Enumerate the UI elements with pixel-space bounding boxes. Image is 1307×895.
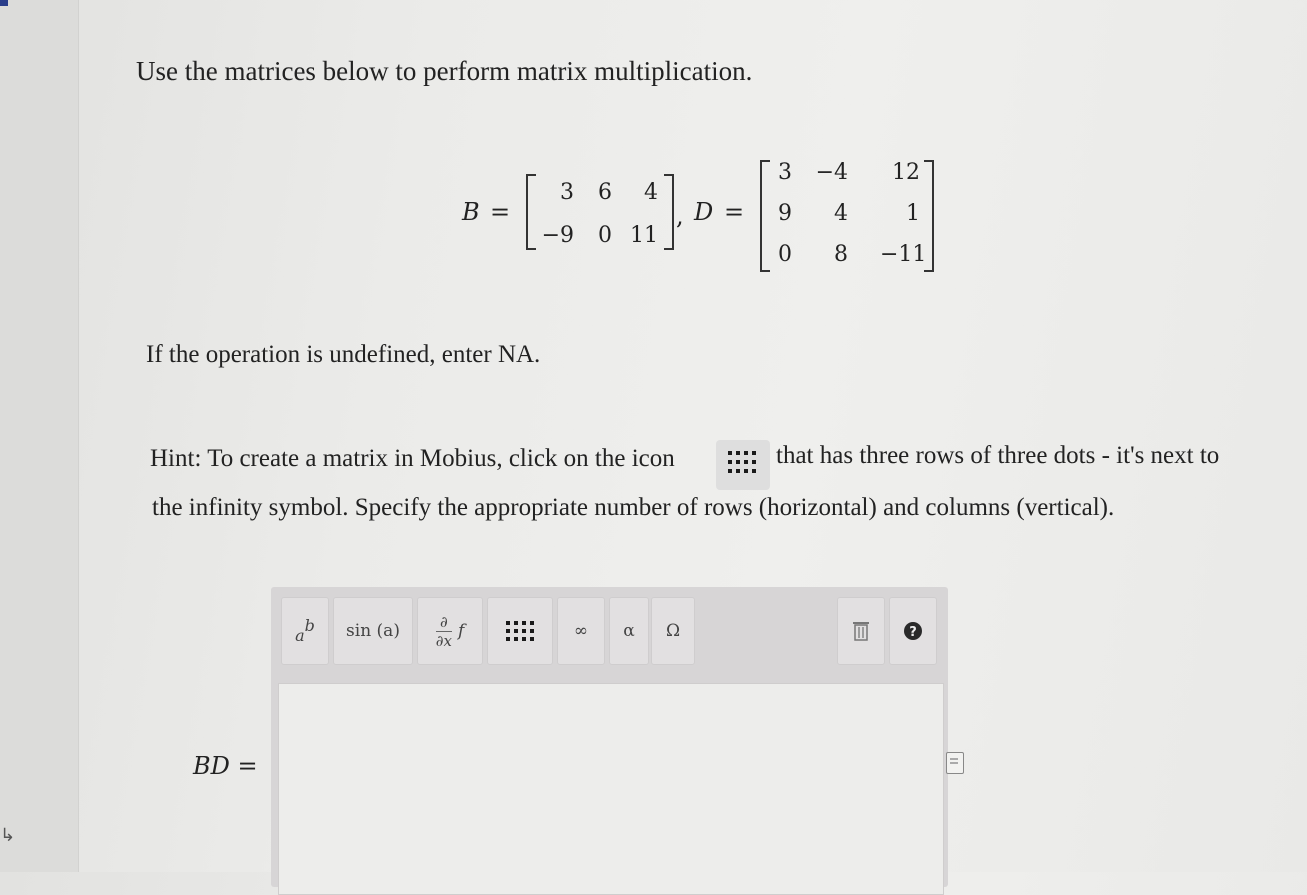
matrix-d-cell: 1 xyxy=(906,201,920,226)
matrix-d-cell: −11 xyxy=(880,242,927,267)
matrix-d-cell: 12 xyxy=(892,160,920,185)
derivative-fraction xyxy=(436,613,452,650)
matrix-b-cell: 6 xyxy=(598,180,612,205)
derivative-denominator: ∂x xyxy=(435,631,452,650)
matrix-icon xyxy=(506,621,534,641)
matrix-d-cell: 0 xyxy=(778,242,792,267)
pointer-icon: ↳ xyxy=(0,825,16,846)
equation-editor xyxy=(271,587,948,887)
preview-document-icon[interactable] xyxy=(946,752,964,774)
power-button[interactable] xyxy=(281,597,329,665)
matrix-d-cell: 3 xyxy=(778,160,792,185)
matrix-b-cell: 4 xyxy=(644,180,658,205)
matrix-d-name: D xyxy=(694,198,714,226)
sin-button[interactable]: sin (a) xyxy=(333,597,413,665)
answer-label: BD = xyxy=(193,752,258,780)
corner-accent xyxy=(0,0,8,6)
alpha-button[interactable]: α xyxy=(609,597,649,665)
derivative-button[interactable] xyxy=(417,597,483,665)
answer-input[interactable] xyxy=(278,683,944,895)
matrix-b-cell: 3 xyxy=(560,180,574,205)
matrix-separator: , xyxy=(676,202,684,230)
trash-button[interactable] xyxy=(837,597,885,665)
svg-text:?: ? xyxy=(909,625,917,640)
matrix-d-right-bracket xyxy=(924,160,934,272)
matrix-d-cell: 8 xyxy=(834,242,848,267)
editor-toolbar xyxy=(271,587,948,682)
matrix-button[interactable] xyxy=(487,597,553,665)
undefined-note: If the operation is undefined, enter NA. xyxy=(146,341,541,368)
matrix-b-cell: 0 xyxy=(598,223,612,248)
question-intro: Use the matrices below to perform matrix multiplication. xyxy=(136,56,753,86)
power-exponent: b xyxy=(304,615,315,635)
power-base: a xyxy=(295,625,305,645)
matrix-b-cell: −9 xyxy=(541,223,574,248)
matrix-dots-icon xyxy=(716,440,770,490)
omega-button[interactable]: Ω xyxy=(651,597,695,665)
hint-text-2: that has three rows of three dots - it's next to xyxy=(776,442,1220,469)
left-panel xyxy=(0,0,79,872)
matrix-d-cell: 4 xyxy=(834,201,848,226)
derivative-numerator: ∂ xyxy=(439,612,448,631)
hint-text-1: Hint: To create a matrix in Mobius, click on the icon xyxy=(150,445,675,472)
matrix-d-equals: = xyxy=(724,198,745,226)
matrix-b-name: B xyxy=(462,198,480,226)
help-icon xyxy=(903,621,923,641)
infinity-button[interactable]: ∞ xyxy=(557,597,605,665)
matrix-b-right-bracket xyxy=(664,174,674,250)
matrix-d-cell: 9 xyxy=(778,201,792,226)
hint-text-3: the infinity symbol. Specify the appropriate number of rows (horizontal) and columns (vertical). xyxy=(152,494,1115,521)
matrix-b-cell: 11 xyxy=(630,223,658,248)
trash-icon xyxy=(852,621,870,641)
matrix-d-cell: −4 xyxy=(815,160,848,185)
help-button[interactable] xyxy=(889,597,937,665)
derivative-function: f xyxy=(457,621,465,641)
matrix-b-equals: = xyxy=(490,198,511,226)
